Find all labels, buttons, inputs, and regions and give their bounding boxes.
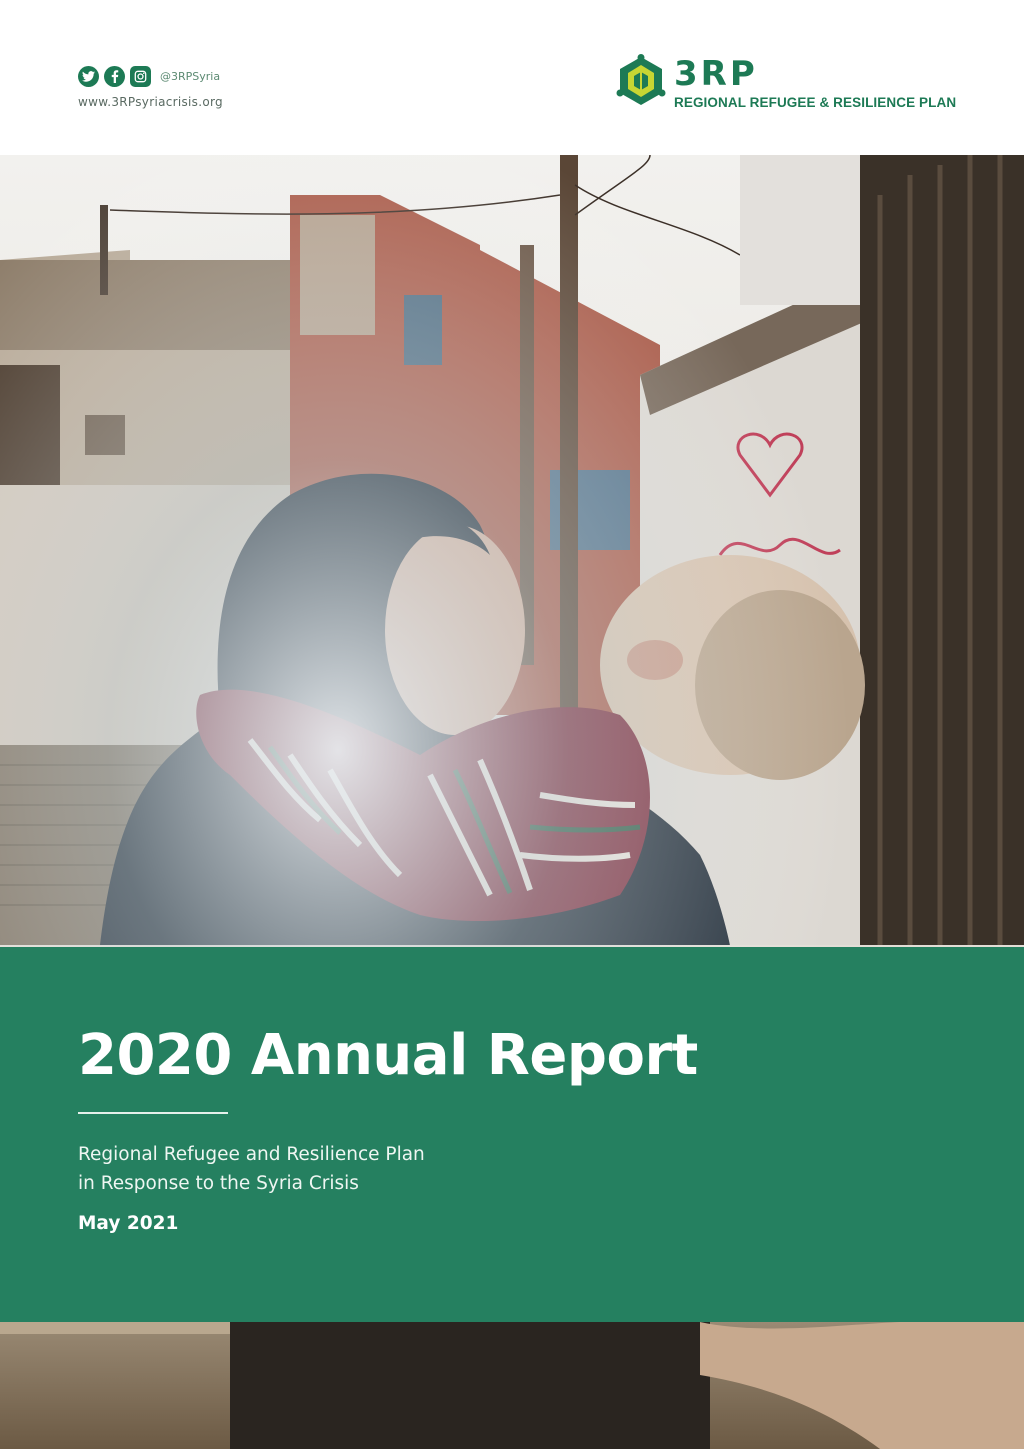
instagram-icon[interactable] [130,66,151,87]
3rp-logo-icon [614,54,668,108]
facebook-icon[interactable] [104,66,125,87]
title-divider [78,1112,228,1114]
report-date: May 2021 [78,1213,179,1234]
twitter-icon[interactable] [78,66,99,87]
website-url[interactable]: www.3RPsyriacrisis.org [78,95,223,109]
header [0,0,1024,155]
logo-name: 3RP [674,54,758,94]
report-subtitle-line2: in Response to the Syria Crisis [78,1173,359,1194]
social-handle[interactable]: @3RPSyria [160,70,221,83]
3rp-logo [614,54,957,112]
title-band [0,947,1024,1322]
report-title: 2020 Annual Report [78,1023,698,1088]
report-subtitle-line1: Regional Refugee and Resilience Plan [78,1144,425,1165]
social-links [78,66,220,87]
logo-subtitle: REGIONAL REFUGEE & RESILIENCE PLAN [674,95,957,110]
